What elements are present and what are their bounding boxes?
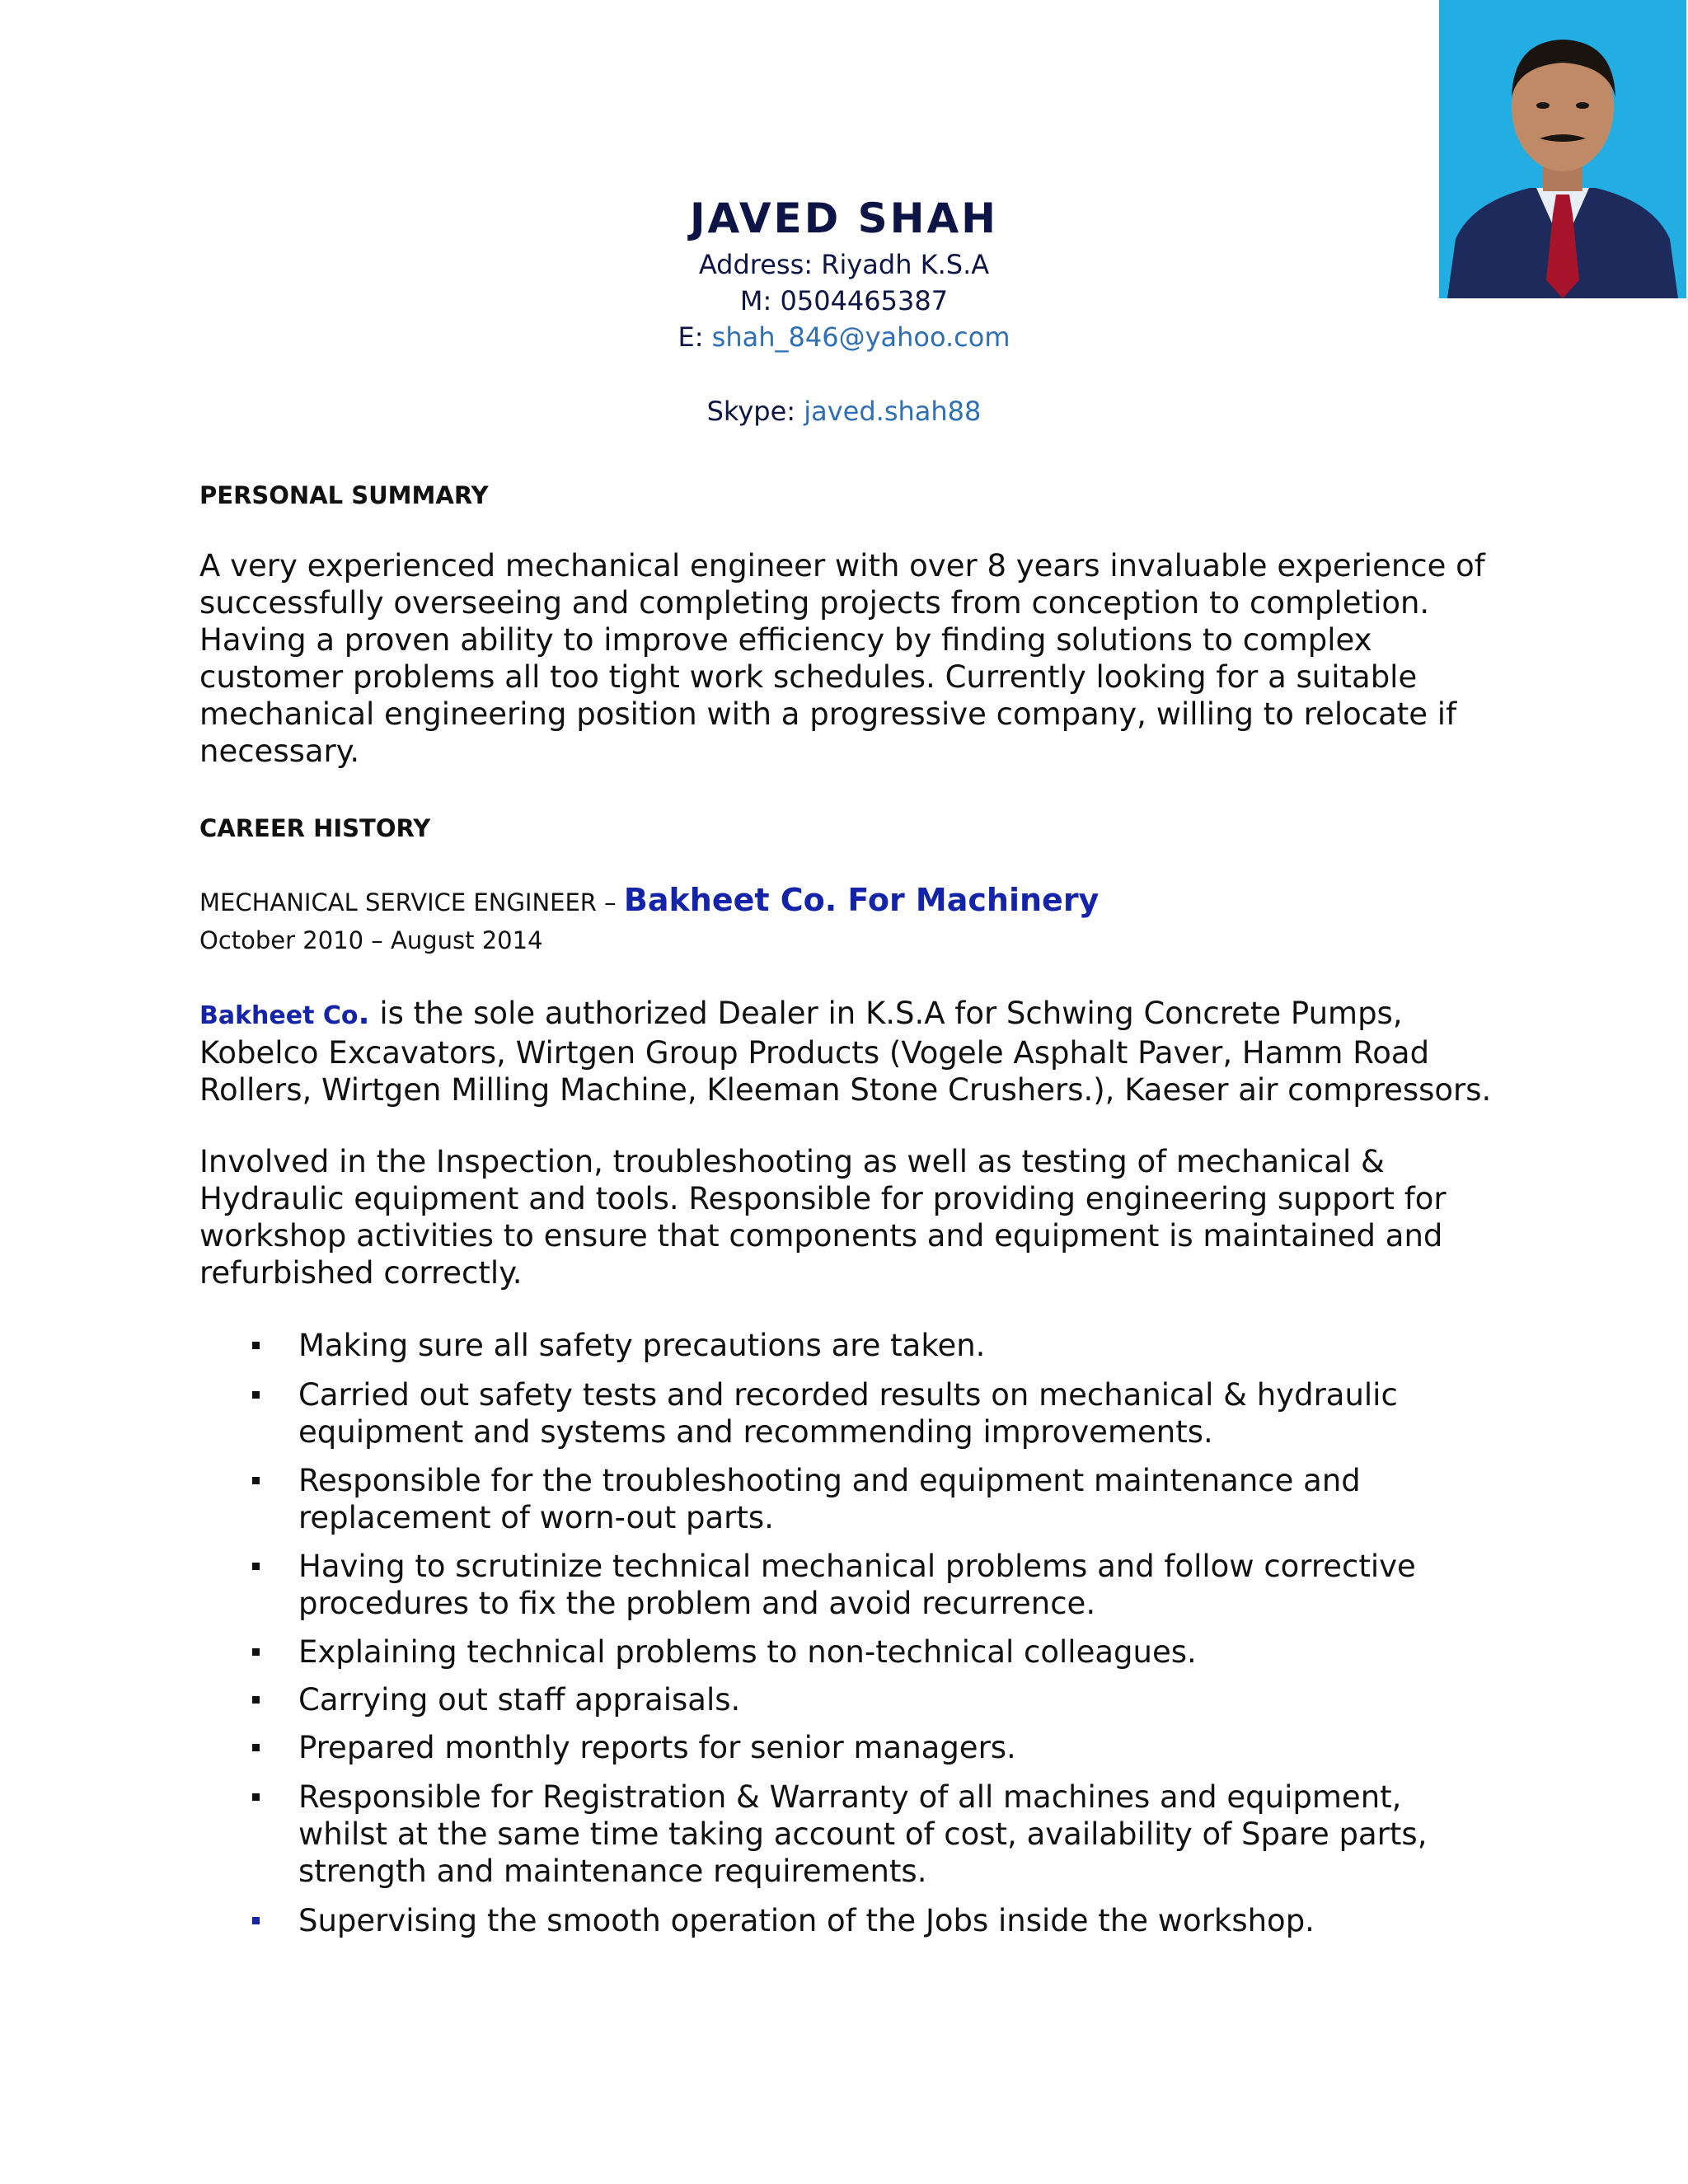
career-history-heading: CAREER HISTORY [199, 814, 431, 842]
address-value: Riyadh K.S.A [821, 249, 990, 280]
duty-text: Prepared monthly reports for senior managers. [298, 1730, 1016, 1765]
bullet-icon [252, 1391, 260, 1399]
bullet-icon [252, 1648, 260, 1656]
duty-text: Having to scrutinize technical mechanical problems and follow corrective procedures to fix the problem and avoid recurrence. [298, 1549, 1416, 1621]
job-company: Bakheet Co. For Machinery [623, 882, 1100, 918]
skype-label: Skype: [706, 396, 796, 427]
candidate-name: JAVED SHAH [689, 194, 999, 242]
email-line [0, 321, 1688, 353]
bullet-icon [252, 1696, 260, 1704]
bullet-icon [252, 1342, 260, 1349]
company-short-name: Bakheet Co [199, 1001, 359, 1030]
bullet-icon [252, 1563, 260, 1570]
personal-summary-text: A very experienced mechanical engineer with over 8 years invaluable experience of successfully overseeing and completing projects from conception to completion. Having a proven ability to improve efficiency by finding solutions to complex customer problems all too tight work schedules. Currently looking for a suitable mechanical engineering position with a progressive company, willing to relocate if necessary. [199, 548, 1485, 769]
company-description-text: is the sole authorized Dealer in K.S.A for Schwing Concrete Pumps, Kobelco Excavators, Wirtgen Group Products (Vogele Asphalt Paver, Hamm Road Rollers, Wirtgen Milling Machine, Kleeman Stone Crushers.), Kaeser air compressors. [199, 996, 1492, 1108]
bullet-icon [252, 1477, 260, 1484]
duty-text: Explaining technical problems to non-technical colleagues. [298, 1634, 1197, 1670]
duty-text: Responsible for the troubleshooting and equipment maintenance and replacement of worn-out parts. [298, 1463, 1361, 1535]
bullet-icon [252, 1917, 260, 1924]
role-description: Involved in the Inspection, troubleshooting as well as testing of mechanical & Hydraulic equipment and tools. Responsible for providing engineering support for workshop activities to ensure that components and equipment is maintained and refurbished correctly. [199, 1144, 1447, 1291]
address-line [0, 249, 1688, 280]
bullet-icon [252, 1793, 260, 1801]
duty-text: Carrying out staff appraisals. [298, 1682, 741, 1718]
duty-text: Responsible for Registration & Warranty of all machines and equipment, whilst at the same time taking account of cost, availability of Spare parts, strength and maintenance requirements. [298, 1779, 1428, 1889]
mobile-line [0, 285, 1688, 316]
job-title: MECHANICAL SERVICE ENGINEER – [199, 888, 617, 916]
company-description [199, 995, 1502, 1108]
job-title-line [199, 882, 1099, 918]
job-dates: October 2010 – August 2014 [199, 926, 543, 954]
skype-line [0, 396, 1688, 427]
duty-text: Carried out safety tests and recorded results on mechanical & hydraulic equipment and systems and recommending improvements. [298, 1377, 1398, 1450]
skype-link[interactable]: javed.shah88 [804, 396, 982, 427]
personal-summary-heading: PERSONAL SUMMARY [199, 481, 489, 509]
duty-text: Supervising the smooth operation of the Jobs inside the workshop. [298, 1903, 1315, 1938]
mobile-value: 0504465387 [780, 285, 949, 316]
email-label: E: [678, 321, 704, 353]
duty-text: Making sure all safety precautions are taken. [298, 1328, 986, 1363]
mobile-label: M: [739, 285, 772, 316]
company-short-dot: . [358, 996, 370, 1031]
bullet-icon [252, 1744, 260, 1751]
email-link[interactable]: shah_846@yahoo.com [711, 321, 1010, 353]
address-label: Address: [698, 249, 814, 280]
